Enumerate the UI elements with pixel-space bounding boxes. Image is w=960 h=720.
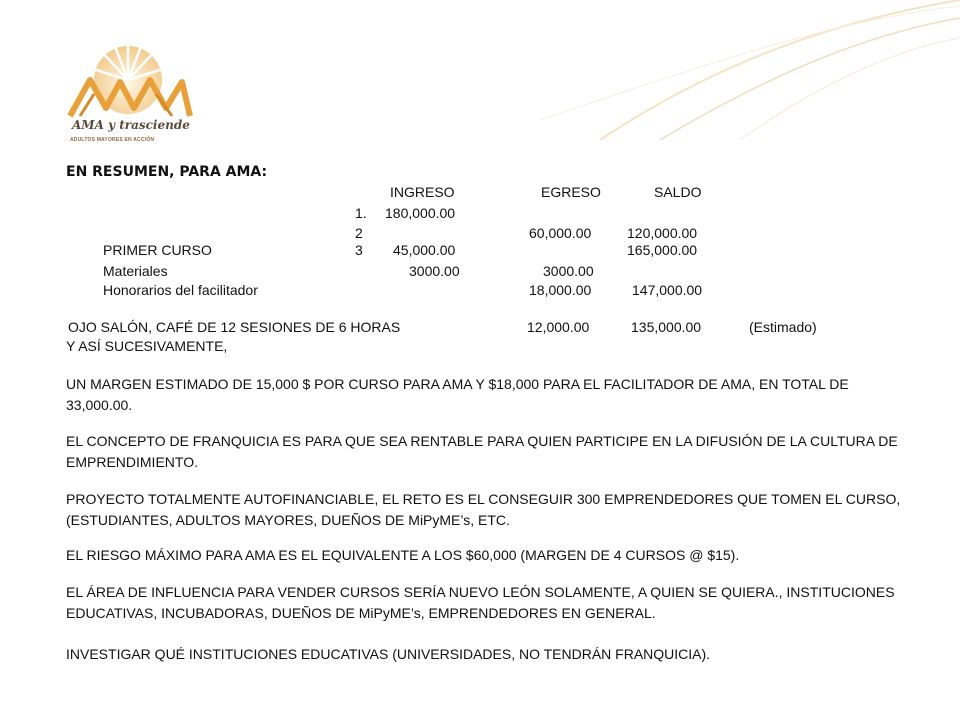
table-row-label: PRIMER CURSO	[103, 242, 212, 258]
continuation-text: Y ASÍ SUCESIVAMENTE,	[66, 338, 228, 354]
table-cell-egreso: 18,000.00	[529, 282, 592, 298]
table-cell-egreso: 12,000.00	[527, 319, 590, 335]
ama-logo	[60, 38, 196, 148]
table-cell-saldo: 165,000.00	[627, 242, 698, 258]
paragraph-investigate: INVESTIGAR QUÉ INSTITUCIONES EDUCATIVAS (UNIVERSIDADES, NO TENDRÁN FRANQUICIA).	[66, 646, 711, 662]
table-cell-ingreso: 3000.00	[409, 263, 460, 279]
table-row-number: 2	[355, 225, 363, 241]
logo-brand-text: AMA y trasciende	[72, 118, 190, 132]
table-cell-egreso: 60,000.00	[529, 225, 592, 241]
paragraph-franchise: EL CONCEPTO DE FRANQUICIA ES PARA QUE SEA RENTABLE PARA QUIEN PARTICIPE EN LA DIFUSIÓN DE LA CULTURA DE EMPRENDIMIENTO.	[66, 433, 898, 470]
corner-decoration	[540, 0, 960, 140]
table-row-label: OJO SALÓN, CAFÉ DE 12 SESIONES DE 6 HORAS	[68, 319, 401, 335]
table-cell-saldo: 135,000.00	[631, 319, 702, 335]
table-row-label: Honorarios del facilitador	[103, 282, 258, 298]
paragraph-risk: EL RIESGO MÁXIMO PARA AMA ES EL EQUIVALENTE A LOS $60,000 (MARGEN DE 4 CURSOS @ $15).	[66, 547, 740, 563]
table-row-number: 1.	[355, 205, 367, 221]
table-cell-saldo: 147,000.00	[632, 282, 703, 298]
logo-tagline: ADULTOS MAYORES EN ACCIÓN	[70, 137, 155, 143]
header-egreso: EGRESO	[541, 184, 601, 200]
table-row-note: (Estimado)	[749, 319, 817, 335]
table-cell-saldo: 120,000.00	[627, 225, 698, 241]
header-ingreso: INGRESO	[390, 184, 455, 200]
paragraph-project: PROYECTO TOTALMENTE AUTOFINANCIABLE, EL RETO ES EL CONSEGUIR 300 EMPRENDEDORES QUE TOMEN EL CURSO, (ESTUDIANTES, ADULTOS MAYORES, DUEÑOS DE MiPyME’s, ETC.	[66, 491, 901, 528]
table-row-label: Materiales	[103, 263, 168, 279]
paragraph-margin: UN MARGEN ESTIMADO DE 15,000 $ POR CURSO PARA AMA Y $18,000 PARA EL FACILITADOR DE AMA, EN TOTAL DE 33,000.00.	[66, 376, 849, 413]
table-row-number: 3	[355, 242, 363, 258]
table-cell-egreso: 3000.00	[543, 263, 594, 279]
header-saldo: SALDO	[654, 184, 702, 200]
sun-mountain-logo-icon	[60, 38, 196, 118]
paragraph-area: EL ÁREA DE INFLUENCIA PARA VENDER CURSOS SERÍA NUEVO LEÓN SOLAMENTE, A QUIEN SE QUIERA., INSTITUCIONES EDUCATIVAS, INCUBADORAS, DUEÑOS DE MiPyME’s, EMPRENDEDORES EN GENERAL.	[66, 584, 895, 621]
table-cell-ingreso: 45,000.00	[393, 242, 456, 258]
summary-heading: EN RESUMEN, PARA AMA:	[66, 164, 268, 180]
table-cell-ingreso: 180,000.00	[385, 205, 456, 221]
